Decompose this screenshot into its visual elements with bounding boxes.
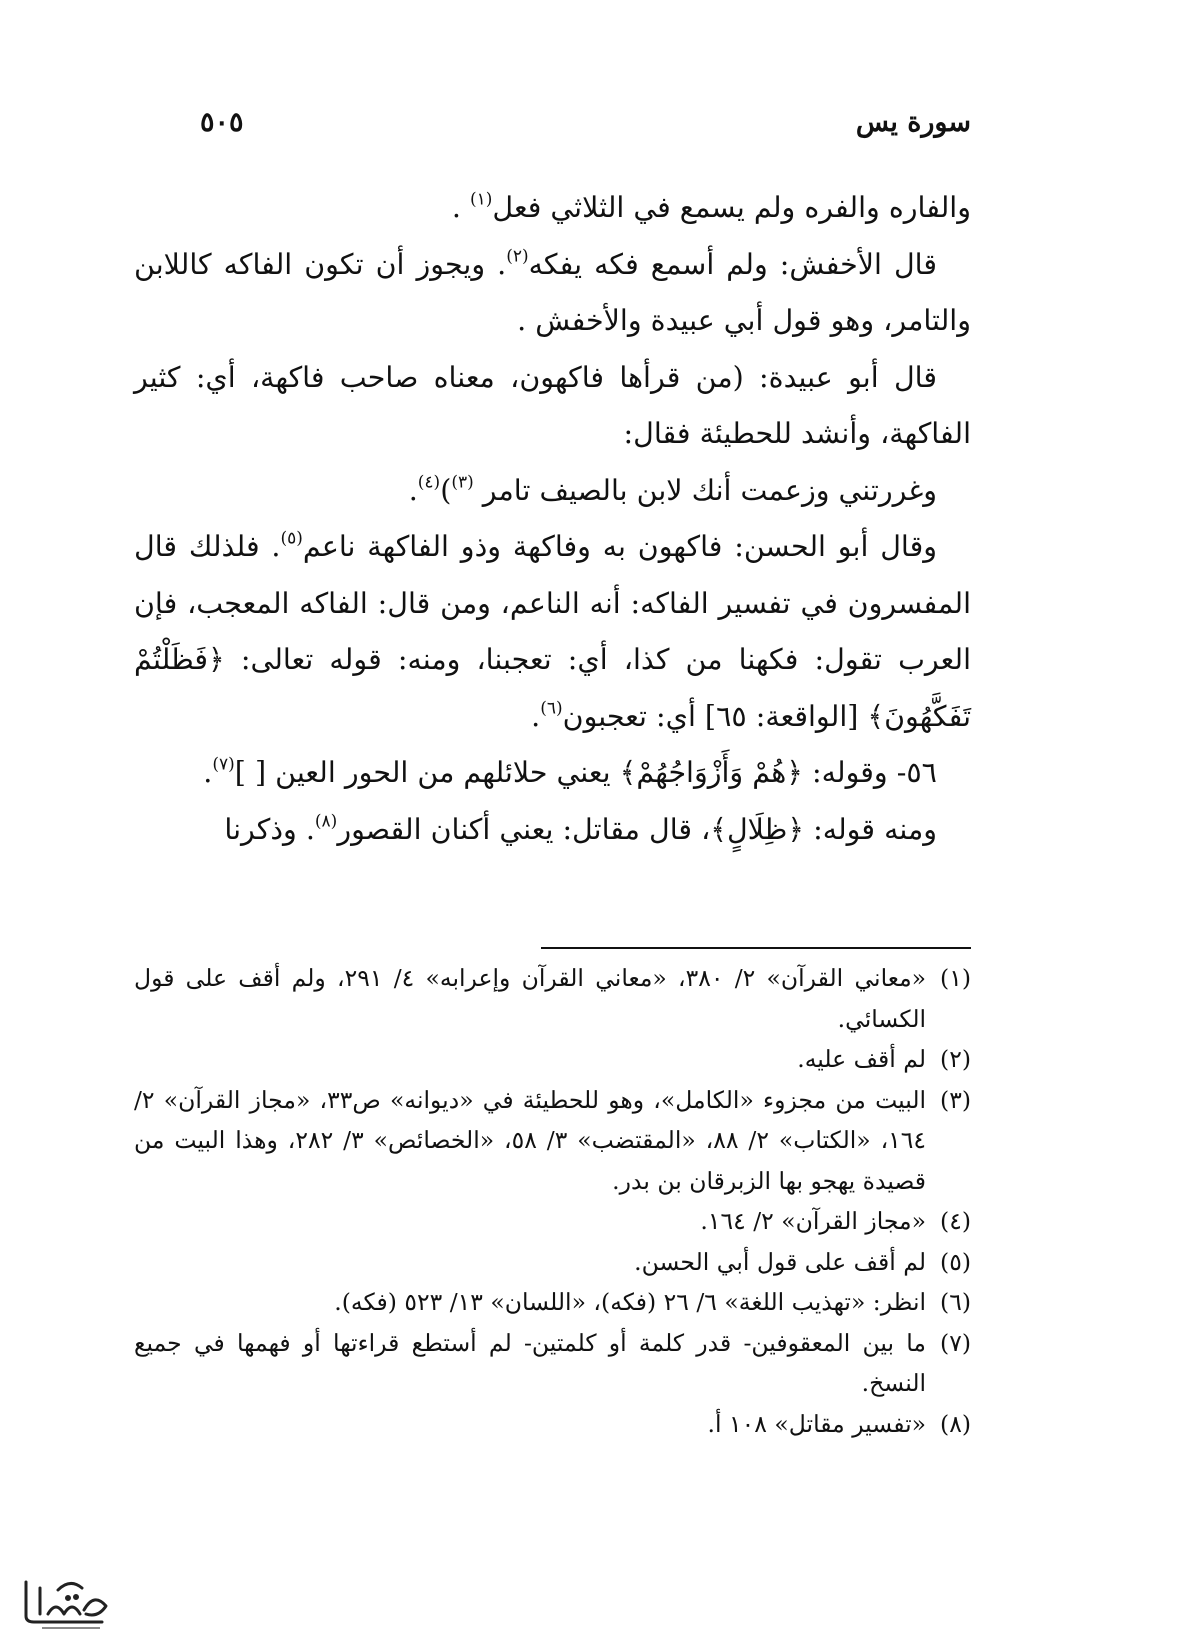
footnote-text: «مجاز القرآن» ٢/ ١٦٤.	[700, 1207, 927, 1235]
footnote	[134, 1242, 971, 1283]
paragraph-2: قال الأخفش: ولم أسمع فكه يفكه$^{(٢)}$. ويجوز أن تكون الفاكه كاللابن والتامر، وهو قول أبي عبيدة والأخفش .	[134, 245, 971, 337]
poetry-line: وغررتني وزعمت أنك لابن بالصيف تامر $^{(٣)}$)$^{(٤)}$.	[408, 471, 937, 507]
footnote-number: (٢)	[940, 1045, 971, 1073]
footnote-ref-3[interactable]: (٣)	[451, 471, 474, 492]
footnote-ref-6[interactable]: (٦)	[540, 697, 563, 718]
footnote-text: «معاني القرآن» ٢/ ٣٨٠، «معاني القرآن وإعرابه» ٤/ ٢٩١، ولم أقف على قول الكسائي.	[134, 964, 927, 1033]
paragraph-3: قال أبو عبيدة: (من قرأها فاكهون، معناه صاحب فاكهة، أي: كثير الفاكهة، وأنشد للحطيئة فقال:	[134, 360, 971, 450]
paragraph-7: ومنه قوله: ﴿ظِلَالٍ﴾، قال مقاتل: يعني أكنان القصور$^{(٨)}$. وذكرنا	[224, 810, 937, 846]
page-number: ٥٠٥	[200, 106, 244, 138]
footnote-ref-8[interactable]: (٨)	[314, 810, 338, 831]
page-header	[200, 100, 971, 144]
footnote	[134, 1404, 971, 1445]
footnote-ref-5[interactable]: (٥)	[280, 528, 303, 549]
footnotes	[134, 958, 971, 1444]
footnote-number: (٥)	[940, 1247, 971, 1276]
footnote-separator	[541, 947, 971, 949]
footnote	[134, 1080, 971, 1202]
footnote-ref-1[interactable]: (١)	[469, 189, 493, 210]
footnote-text: ما بين المعقوفين- قدر كلمة أو كلمتين- لم أستطع قراءتها أو فهمها في جميع النسخ.	[134, 1328, 927, 1397]
footnote	[134, 1282, 971, 1323]
paragraph-5: وقال أبو الحسن: فاكهون به وفاكهة وذو الفاكهة ناعم$^{(٥)}$. فلذلك قال المفسرون في تفسير الفاكه: أنه الناعم، ومن قال: الفاكه المعجب، فإن العرب تقول: فكهنا من كذا، أي: تعجبنا، ومنه: قوله تعالى: ﴿فَظَلْتُمْ تَفَكَّهُونَ﴾ [الواقعة: ٦٥] أي: تعجبون$^{(٦)}$.	[134, 528, 971, 733]
footnote	[134, 1039, 971, 1080]
footnote-text: البيت من مجزوء «الكامل»، وهو للحطيئة في «ديوانه» ص٣٣، «مجاز القرآن» ٢/ ١٦٤، «الكتاب» ٢/ ٨٨، «المقتضب» ٣/ ٥٨، «الخصائص» ٣/ ٢٨٢، وهذا البيت من قصيدة يهجو بها الزبرقان بن بدر.	[134, 1085, 927, 1195]
footnote-ref-2[interactable]: (٢)	[506, 245, 529, 266]
calligraphy-logo-icon	[18, 1570, 118, 1630]
footnote-text: انظر: «تهذيب اللغة» ٦/ ٢٦ (فكه)، «اللسان» ١٣/ ٥٢٣ (فكه).	[334, 1288, 927, 1316]
footnote-ref-4[interactable]: (٤)	[417, 471, 441, 492]
footnote-number: (٦)	[940, 1288, 971, 1316]
footnote-ref-7[interactable]: (٧)	[212, 754, 235, 775]
surah-title: سورة يس	[855, 106, 971, 138]
footnote	[134, 958, 971, 1039]
footnote-text: لم أقف عليه.	[797, 1045, 927, 1073]
main-text	[134, 180, 971, 858]
footnote-number: (٧)	[940, 1328, 971, 1357]
footnote-number: (١)	[940, 964, 971, 992]
footnote-number: (٤)	[940, 1207, 971, 1235]
footnote-text: «تفسير مقاتل» ١٠٨ أ.	[707, 1409, 927, 1438]
paragraph-1: والفاره والفره ولم يسمع في الثلاثي فعل$^{(١)}$ .	[451, 189, 971, 224]
footnote-number: (٣)	[940, 1085, 971, 1114]
footnote-text: لم أقف على قول أبي الحسن.	[634, 1247, 927, 1276]
footnote	[134, 1323, 971, 1404]
paragraph-verse-56: ٥٦- وقوله: ﴿هُمْ وَأَزْوَاجُهُمْ﴾ يعني حلائلهم من الحور العين [ ]$^{(٧)}$.	[203, 754, 937, 789]
footnote-number: (٨)	[940, 1409, 971, 1438]
footnote	[134, 1201, 971, 1242]
